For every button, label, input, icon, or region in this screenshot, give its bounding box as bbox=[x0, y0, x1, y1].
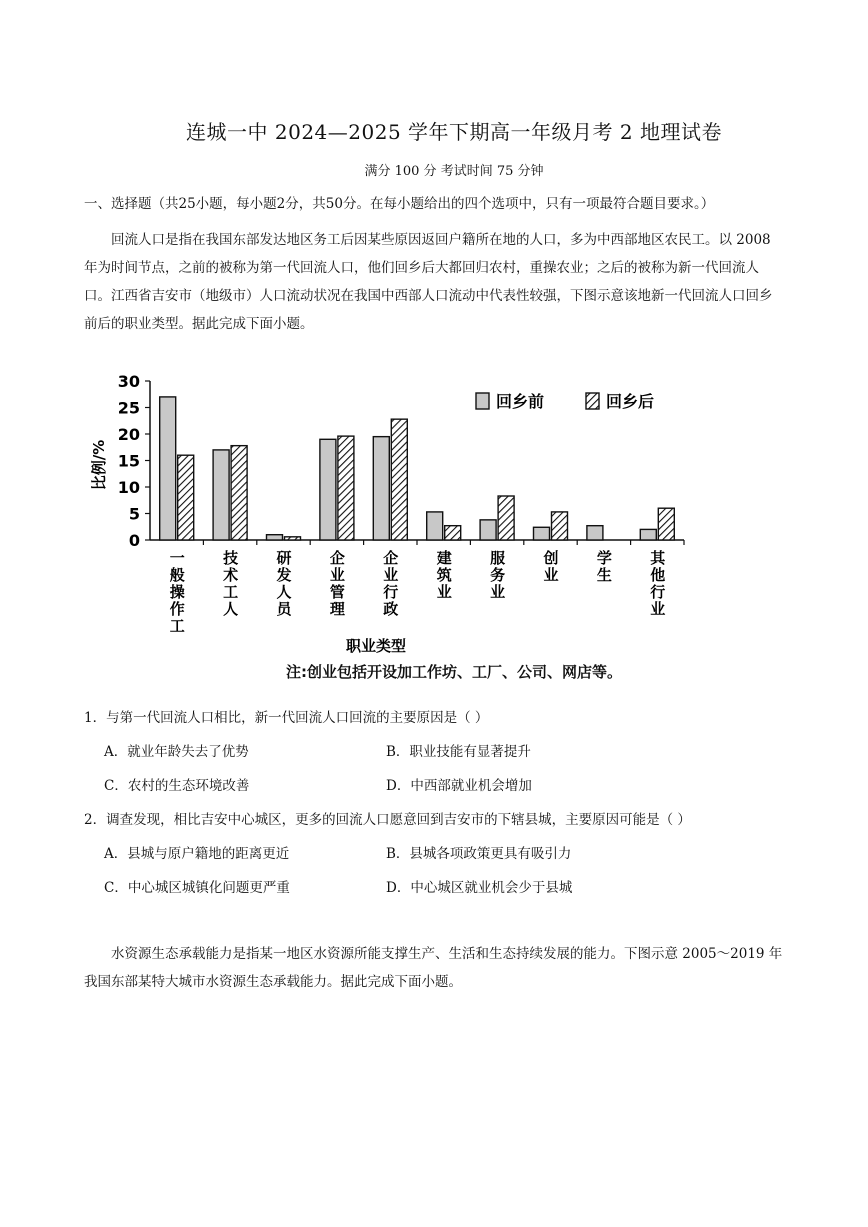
question-1-option-d[interactable]: D．中西部就业机会增加 bbox=[386, 778, 532, 794]
x-tick-label: 其他行业 bbox=[648, 550, 667, 618]
bar-before bbox=[480, 520, 496, 540]
legend-swatch-after bbox=[586, 393, 599, 409]
bar-before bbox=[640, 529, 656, 540]
bar-before bbox=[267, 535, 283, 540]
section-heading: 一、选择题（共25小题，每小题2分，共50分。在每小题给出的四个选项中，只有一项最符合题目要求。） bbox=[84, 196, 715, 212]
bar-before bbox=[320, 439, 336, 540]
y-tick-label: 10 bbox=[117, 478, 140, 497]
x-tick-label: 企业管理 bbox=[327, 550, 346, 618]
y-axis-label: 比例/% bbox=[90, 439, 108, 491]
bar-after bbox=[391, 419, 407, 540]
x-tick-label: 创业 bbox=[541, 550, 560, 584]
y-tick-label: 25 bbox=[117, 398, 140, 418]
chart-note: 注:创业包括开设加工作坊、工厂、公司、网店等。 bbox=[285, 663, 622, 681]
x-tick-label: 研发人员 bbox=[274, 550, 293, 618]
legend-label-after: 回乡后 bbox=[606, 392, 655, 411]
legend-swatch-before bbox=[476, 393, 489, 409]
bar-after bbox=[231, 446, 247, 540]
x-tick-label: 建筑业 bbox=[434, 550, 453, 601]
x-tick-label: 技术工人 bbox=[221, 550, 240, 618]
question-2-stem: 2．调查发现，相比吉安中心城区，更多的回流人口愿意回到吉安市的下辖县城，主要原因可能是（ ） bbox=[84, 812, 691, 828]
passage-2: 水资源生态承载能力是指某一地区水资源所能支撑生产、生活和生态持续发展的能力。下图示意 2005～2019 年我国东部某特大城市水资源生态承载能力。据此完成下面小题。 bbox=[84, 946, 783, 990]
x-tick-label: 一般操作工 bbox=[167, 550, 186, 635]
legend bbox=[476, 392, 654, 411]
bar-after bbox=[445, 526, 461, 540]
legend-label-before: 回乡前 bbox=[496, 392, 545, 411]
passage-1: 回流人口是指在我国东部发达地区务工后因某些原因返回户籍所在地的人口，多为中西部地区农民工。以 2008 年为时间节点，之前的被称为第一代回流人口，他们回乡后大都回归农村，重操农业；之后的被称为新一代回流人口。江西省吉安市（地级市）人口流动状况在我国中西部人口流动中代表性较强，下图示意该地新一代回流人口回乡前后的职业类型。据此完成下面小题。 bbox=[84, 232, 773, 332]
question-2-option-a[interactable]: A．县城与原户籍地的距离更近 bbox=[104, 846, 290, 862]
y-tick-label: 5 bbox=[128, 504, 140, 524]
x-tick-label: 学生 bbox=[594, 550, 613, 584]
question-1-option-a[interactable]: A．就业年龄失去了优势 bbox=[104, 744, 249, 760]
bar-before bbox=[160, 397, 176, 540]
x-axis-label: 职业类型 bbox=[345, 637, 407, 655]
exam-title: 连城一中 2024—2025 学年下期高一年级月考 2 地理试卷 bbox=[186, 120, 722, 144]
bar-after bbox=[178, 455, 194, 540]
x-tick-label: 企业行政 bbox=[381, 550, 400, 618]
y-tick-label: 30 bbox=[117, 372, 140, 391]
bar-chart-svg bbox=[80, 365, 700, 657]
question-1-option-c[interactable]: C．农村的生态环境改善 bbox=[104, 778, 250, 794]
occupation-chart bbox=[80, 365, 700, 661]
bar-before bbox=[427, 512, 443, 540]
bar-before bbox=[213, 450, 229, 540]
bar-before bbox=[587, 526, 603, 540]
bar-before bbox=[534, 527, 550, 540]
bar-before bbox=[373, 437, 389, 540]
bar-after bbox=[338, 436, 354, 540]
bar-after bbox=[498, 496, 514, 540]
bar-after bbox=[285, 537, 301, 540]
question-2-option-c[interactable]: C．中心城区城镇化问题更严重 bbox=[104, 880, 290, 896]
bar-after bbox=[552, 512, 568, 540]
question-1-stem: 1．与第一代回流人口相比，新一代回流人口回流的主要原因是（ ） bbox=[84, 710, 489, 726]
x-tick-label: 服务业 bbox=[488, 550, 507, 601]
question-1-option-b[interactable]: B．职业技能有显著提升 bbox=[386, 744, 531, 760]
bar-after bbox=[658, 508, 674, 540]
y-tick-label: 15 bbox=[117, 451, 140, 471]
question-2-option-d[interactable]: D．中心城区就业机会少于县城 bbox=[386, 880, 573, 896]
y-tick-label: 20 bbox=[117, 425, 140, 444]
question-2-option-b[interactable]: B．县城各项政策更具有吸引力 bbox=[386, 846, 572, 862]
y-tick-label: 0 bbox=[128, 531, 140, 550]
exam-subtitle: 满分 100 分 考试时间 75 分钟 bbox=[364, 164, 544, 179]
